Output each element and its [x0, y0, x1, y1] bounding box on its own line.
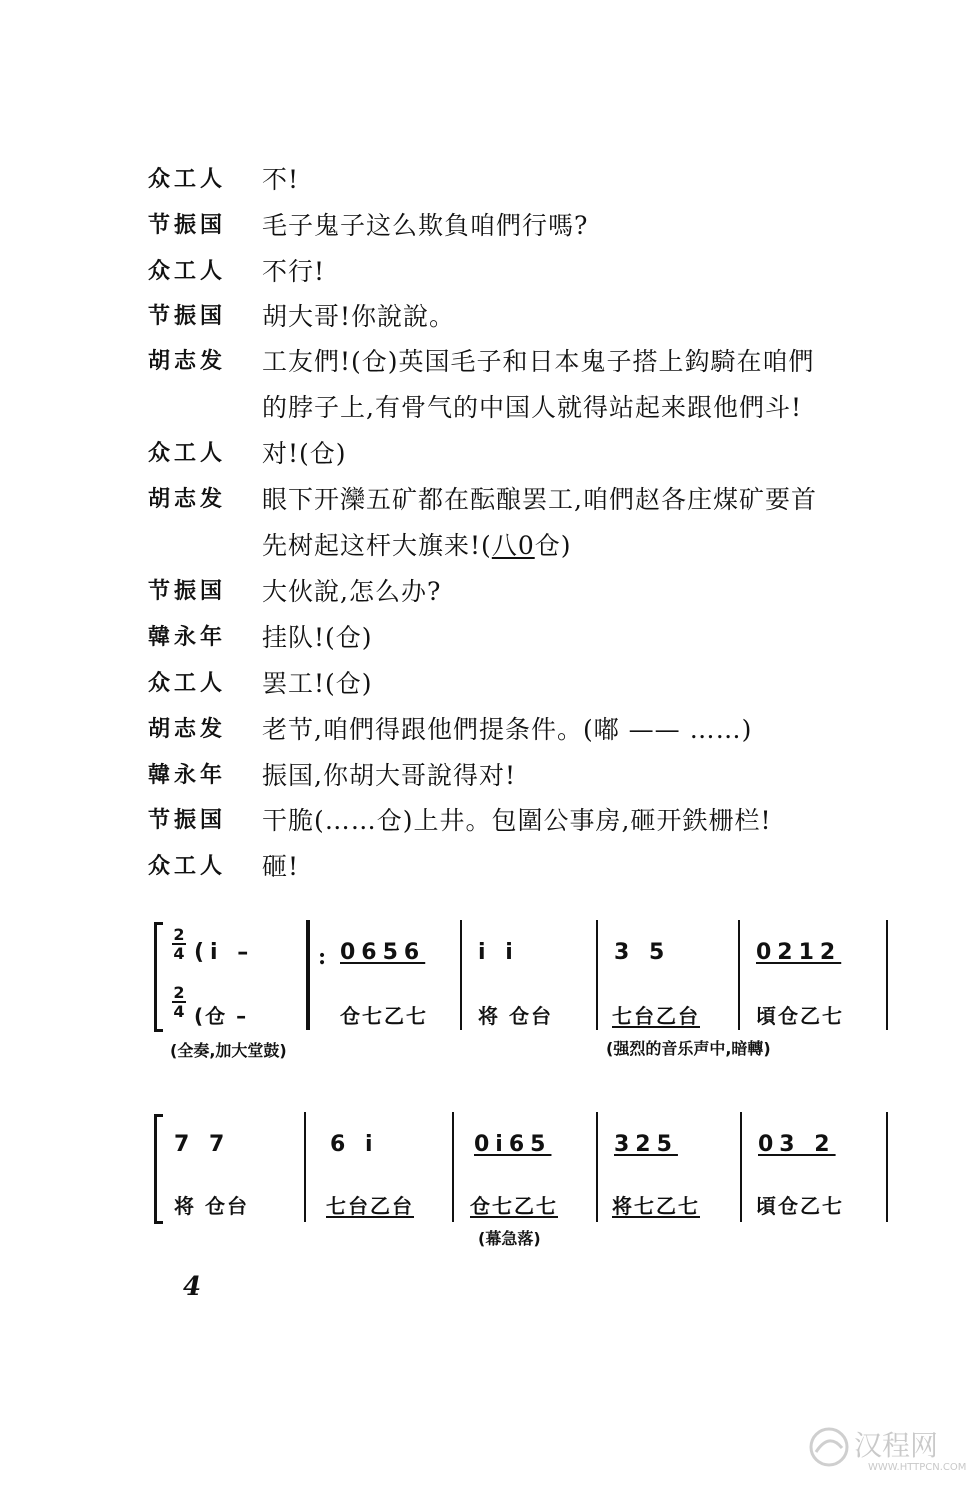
- speaker-name: 胡志发: [148, 349, 227, 374]
- time-signature-melody: [172, 926, 186, 962]
- line-text: 先树起这杆大旗来!(: [262, 531, 492, 560]
- measure-percussion: 将 仓台: [478, 1004, 553, 1028]
- system-brace: [154, 1114, 163, 1224]
- measure-melody: 0i65: [474, 1132, 552, 1157]
- dialogue-line: 罢工!(仓): [262, 669, 373, 698]
- intro-melody: (i –: [194, 940, 255, 965]
- barline: [740, 1112, 742, 1222]
- ts-top: 2: [173, 925, 185, 944]
- page-number: 4: [183, 1272, 202, 1302]
- time-signature-perc: [172, 984, 186, 1020]
- measure-percussion: 仓七乙七: [340, 1004, 428, 1028]
- caption-curtain: (幕急落): [478, 1229, 541, 1248]
- ts-bottom: 4: [173, 1002, 185, 1021]
- dialogue-line: 挂队!(仓): [262, 623, 373, 652]
- dialogue-line: [262, 531, 571, 561]
- caption-right: (强烈的音乐声中,暗轉): [606, 1039, 771, 1058]
- barline: [460, 920, 462, 1030]
- measure-percussion: 七台乙台: [326, 1194, 414, 1218]
- measure-melody: 0212: [756, 940, 842, 965]
- ts-bottom: 4: [173, 944, 185, 963]
- measure-melody: 325: [614, 1132, 678, 1157]
- speaker-name: 韓永年: [148, 763, 227, 788]
- measure-melody: 0656: [340, 940, 426, 965]
- measure-percussion: 頃仓乙七: [756, 1004, 844, 1028]
- underlined-beat: 八0: [491, 531, 535, 560]
- measure-melody: 03 2: [758, 1132, 836, 1157]
- speaker-name: 胡志发: [148, 487, 227, 512]
- dialogue-line: 毛子鬼子这么欺負咱們行嗎?: [262, 211, 589, 240]
- score-system-1: [0, 918, 974, 1063]
- dialogue-line: 对!(仓): [262, 439, 347, 468]
- watermark-title: 汉程网: [854, 1429, 939, 1462]
- measure-percussion: 将七乙七: [612, 1194, 700, 1218]
- dialogue-line: 大伙說,怎么办?: [262, 577, 442, 606]
- barline: [596, 920, 598, 1030]
- speaker-name: 胡志发: [148, 717, 227, 742]
- measure-percussion: 将 仓台: [174, 1194, 249, 1218]
- barline: [886, 1112, 888, 1222]
- dialogue-line: 老节,咱們得跟他們提条件。(嘟 —— ……): [262, 715, 753, 744]
- speaker-name: 节振国: [148, 304, 227, 329]
- barline: [596, 1112, 598, 1222]
- measure-melody: 6 i: [330, 1132, 379, 1157]
- repeat-dots: :: [318, 944, 327, 970]
- dialogue-line: 砸!: [262, 852, 300, 881]
- dialogue-line: 振国,你胡大哥說得对!: [262, 761, 516, 790]
- measure-percussion: 仓七乙七: [470, 1194, 558, 1218]
- measure-melody: i i: [478, 940, 519, 965]
- speaker-name: 节振国: [148, 808, 227, 833]
- score-system-2: [0, 1110, 974, 1250]
- speaker-name: 众工人: [148, 441, 227, 466]
- barline: [738, 920, 740, 1030]
- barline: [886, 920, 888, 1030]
- ts-top: 2: [173, 983, 185, 1002]
- watermark-logo-icon: [806, 1424, 852, 1470]
- dialogue-line: 不行!: [262, 257, 326, 286]
- barline: [452, 1112, 454, 1222]
- system-brace: [154, 922, 163, 1032]
- speaker-name: 众工人: [148, 167, 227, 192]
- dialogue-line: 干脆(……仓)上井。包圍公事房,砸开鉄栅栏!: [262, 806, 772, 835]
- speaker-name: 众工人: [148, 671, 227, 696]
- speaker-name: 众工人: [148, 854, 227, 879]
- barline: [304, 1112, 306, 1222]
- intro-percussion: (仓 –: [194, 1004, 249, 1028]
- speaker-name: 节振国: [148, 213, 227, 238]
- measure-percussion: 七台乙台: [612, 1004, 700, 1028]
- measure-melody: 7 7: [174, 1132, 231, 1157]
- dialogue-line: 工友們!(仓)英国毛子和日本鬼子搭上鈎騎在咱們: [262, 347, 815, 376]
- dialogue-line: 胡大哥!你說說。: [262, 302, 456, 331]
- dialogue-line: 不!: [262, 165, 300, 194]
- speaker-name: 节振国: [148, 579, 227, 604]
- watermark-url: WWW.HTTPCN.COM: [868, 1462, 967, 1473]
- speaker-name: 众工人: [148, 259, 227, 284]
- speaker-name: 韓永年: [148, 625, 227, 650]
- dialogue-line: 眼下开灤五矿都在酝酿罢工,咱們赵各庄煤矿要首: [262, 485, 817, 514]
- line-text: 仓): [534, 531, 572, 560]
- dialogue-line: 的脖子上,有骨气的中国人就得站起来跟他們斗!: [262, 393, 802, 422]
- repeat-barline: [306, 920, 310, 1030]
- measure-melody: 3 5: [614, 940, 671, 965]
- caption-left: (全奏,加大堂鼓): [170, 1041, 287, 1060]
- measure-percussion: 頃仓乙七: [756, 1194, 844, 1218]
